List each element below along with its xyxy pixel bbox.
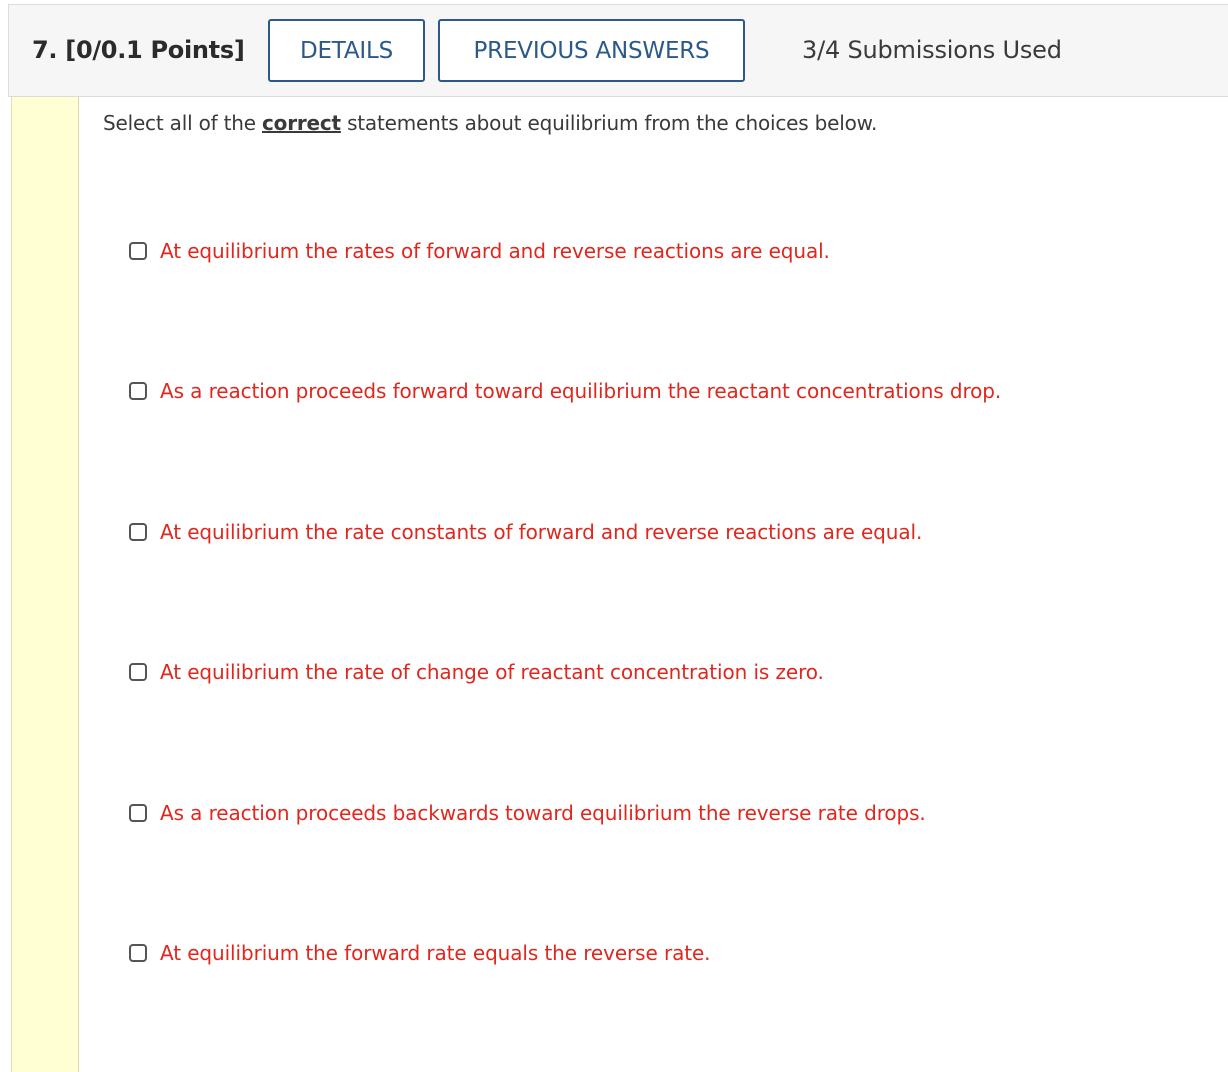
checkbox[interactable]: [129, 382, 147, 400]
checkbox[interactable]: [129, 804, 147, 822]
details-button[interactable]: DETAILS: [268, 19, 425, 82]
prompt-emphasis-correct: correct: [262, 111, 341, 135]
choice-option-2[interactable]: [129, 377, 1001, 405]
choice-option-4[interactable]: [129, 658, 824, 686]
choice-option-1[interactable]: [129, 237, 830, 265]
question-side-bar: [11, 97, 79, 1072]
choice-label: As a reaction proceeds backwards toward equilibrium the reverse rate drops.: [160, 801, 926, 825]
choice-label: At equilibrium the forward rate equals the reverse rate.: [160, 941, 711, 965]
checkbox[interactable]: [129, 944, 147, 962]
question-prompt: [103, 111, 877, 135]
choice-label: As a reaction proceeds forward toward equilibrium the reactant concentrations drop.: [160, 379, 1002, 403]
submissions-used-text: 3/4 Submissions Used: [802, 36, 1062, 64]
choice-option-6[interactable]: [129, 939, 710, 967]
question-number-points: 7. [0/0.1 Points]: [32, 36, 245, 64]
choice-label: At equilibrium the rate of change of reactant concentration is zero.: [160, 660, 824, 684]
prompt-text-after: statements about equilibrium from the choices below.: [340, 111, 878, 135]
choice-option-5[interactable]: [129, 799, 926, 827]
choice-option-3[interactable]: [129, 518, 922, 546]
checkbox[interactable]: [129, 242, 147, 260]
question-header: [8, 4, 1228, 97]
choice-label: At equilibrium the rate constants of forward and reverse reactions are equal.: [160, 520, 923, 544]
checkbox[interactable]: [129, 663, 147, 681]
choice-label: At equilibrium the rates of forward and reverse reactions are equal.: [160, 239, 830, 263]
prompt-text-before: Select all of the: [103, 111, 262, 135]
previous-answers-button[interactable]: PREVIOUS ANSWERS: [438, 19, 745, 82]
checkbox[interactable]: [129, 523, 147, 541]
